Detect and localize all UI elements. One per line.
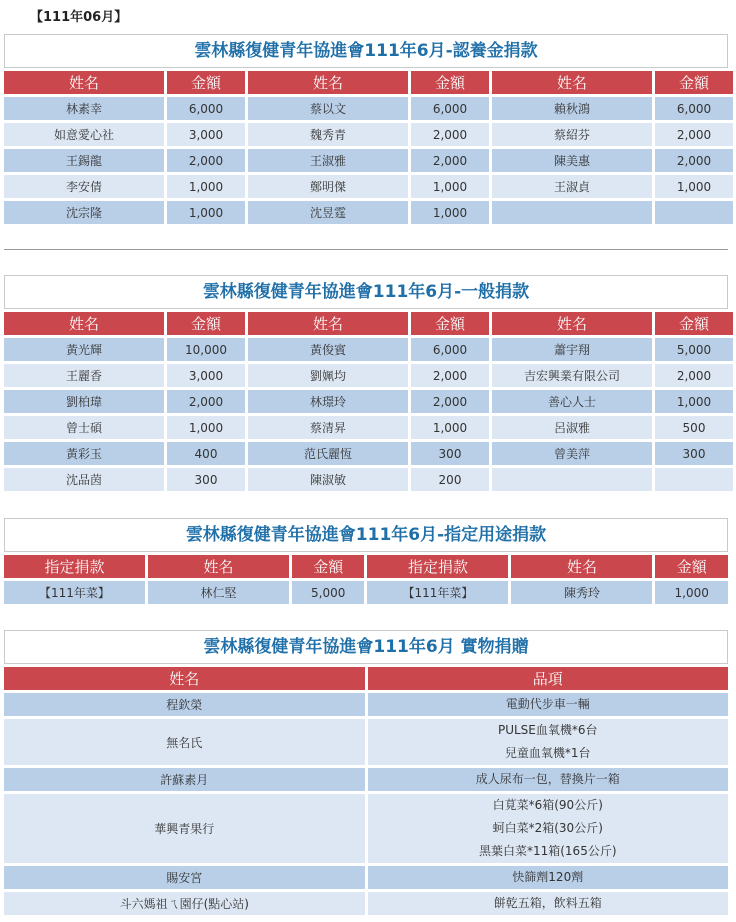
column-header: 金額 [292,555,365,578]
month-label: 【111年06月】 [30,10,128,25]
table-cell: 王淑貞 [492,175,652,198]
table-cell: 王麗香 [4,364,164,387]
table-cell: 吉宏興業有限公司 [492,364,652,387]
table-cell: 1,000 [411,416,489,439]
table-row [4,123,733,146]
table-cell: 6,000 [655,97,733,120]
table-cell: 沈品茵 [4,468,164,491]
donor-name: 許蘇素月 [4,768,365,791]
table-cell: 1,000 [655,581,728,604]
table-cell: 林仁堅 [148,581,289,604]
donated-item: 白莧菜*6箱(90公斤) [492,798,603,812]
table-cell: 300 [655,442,733,465]
donated-items [368,719,729,765]
table-cell: 3,000 [167,123,245,146]
column-header: 姓名 [492,71,652,94]
table-cell: 300 [411,442,489,465]
column-header: 金額 [655,555,728,578]
table-row [4,693,728,716]
table-cell: 5,000 [292,581,365,604]
general-section [4,275,728,494]
table-cell: 陳秀玲 [511,581,652,604]
table-cell: 劉姵均 [248,364,408,387]
table-cell: 魏秀青 [248,123,408,146]
table-row [4,892,728,915]
table-cell: 400 [167,442,245,465]
table-cell: 1,000 [167,201,245,224]
table-row [4,768,728,791]
goods-title: 雲林縣復健青年協進會111年6月 實物捐贈 [4,630,728,664]
column-header: 金額 [167,312,245,335]
table-cell: 范氏麗恆 [248,442,408,465]
column-header: 姓名 [4,312,164,335]
table-cell: 1,000 [411,201,489,224]
column-header: 姓名 [492,312,652,335]
table-row [4,794,728,863]
designated-table [1,552,731,607]
table-row [4,581,728,604]
table-cell: 300 [167,468,245,491]
column-header: 姓名 [4,667,365,690]
column-header: 姓名 [511,555,652,578]
table-cell: 6,000 [167,97,245,120]
donated-items [368,794,729,863]
column-header: 金額 [167,71,245,94]
donated-items [368,768,729,791]
general-table [1,309,736,494]
table-cell: 王淑雅 [248,149,408,172]
table-cell: 黃彩玉 [4,442,164,465]
column-header: 姓名 [4,71,164,94]
column-header: 金額 [411,71,489,94]
table-cell: 1,000 [411,175,489,198]
donor-name: 無名氏 [4,719,365,765]
table-cell: 2,000 [411,390,489,413]
table-cell: 鄭明傑 [248,175,408,198]
table-cell: 3,000 [167,364,245,387]
general-title: 雲林縣復健青年協進會111年6月-一般捐款 [4,275,728,309]
donated-item: 兒童血氧機*1台 [504,746,591,760]
table-row [4,719,728,765]
table-cell: 2,000 [655,149,733,172]
table-cell: 王錫龍 [4,149,164,172]
table-cell: 200 [411,468,489,491]
column-header: 姓名 [248,312,408,335]
donated-items [368,693,729,716]
table-cell: 蔡以文 [248,97,408,120]
table-cell: 林素幸 [4,97,164,120]
goods-table [1,664,731,918]
table-cell: 曾美萍 [492,442,652,465]
table-cell: 蕭宇翔 [492,338,652,361]
table-row [4,866,728,889]
donated-item: 黑葉白菜*11箱(165公斤) [478,844,617,858]
table-cell: 李安倩 [4,175,164,198]
donor-name: 華興青果行 [4,794,365,863]
table-cell [655,201,733,224]
donated-item: 蚵白菜*2箱(30公斤) [492,821,603,835]
table-cell: 賴秋鴻 [492,97,652,120]
sponsor-table [1,68,736,227]
column-header: 金額 [655,71,733,94]
donated-item: 電動代步車一輛 [505,697,590,711]
table-row [4,338,733,361]
table-row [4,390,733,413]
donated-item: 快篩劑120劑 [512,870,584,884]
table-cell: 2,000 [411,123,489,146]
table-cell: 2,000 [167,149,245,172]
table-cell: 沈宗隆 [4,201,164,224]
donated-items [368,892,729,915]
table-row [4,442,733,465]
table-row [4,149,733,172]
designated-section [4,518,728,607]
table-cell [492,468,652,491]
sponsor-section [4,34,728,227]
table-cell: 劉柏瑋 [4,390,164,413]
table-row [4,97,733,120]
donated-items [368,866,729,889]
donor-name: 斗六媽祖ㄟ園仔(點心站) [4,892,365,915]
table-cell: 6,000 [411,338,489,361]
table-cell: 陳美惠 [492,149,652,172]
table-cell: 1,000 [655,175,733,198]
table-cell: 沈昱霆 [248,201,408,224]
table-cell: 2,000 [167,390,245,413]
column-header: 姓名 [248,71,408,94]
donated-item: 餅乾五箱，飲料五箱 [493,896,602,910]
table-cell: 1,000 [167,175,245,198]
table-cell: 呂淑雅 [492,416,652,439]
designated-title: 雲林縣復健青年協進會111年6月-指定用途捐款 [4,518,728,552]
table-cell [492,201,652,224]
table-row [4,201,733,224]
table-row [4,175,733,198]
table-cell: 黃光輝 [4,338,164,361]
table-row [4,364,733,387]
donor-name: 程欽榮 [4,693,365,716]
table-cell: 【111年菜】 [4,581,145,604]
column-header: 金額 [411,312,489,335]
table-cell: 2,000 [655,123,733,146]
donated-item: 成人尿布一包，替換片一箱 [475,772,620,786]
table-cell: 2,000 [411,364,489,387]
table-cell: 500 [655,416,733,439]
table-cell: 10,000 [167,338,245,361]
table-cell: 1,000 [167,416,245,439]
table-row [4,468,733,491]
table-cell: 6,000 [411,97,489,120]
table-cell: 蔡清昇 [248,416,408,439]
table-cell: 2,000 [655,364,733,387]
column-header: 姓名 [148,555,289,578]
table-cell: 5,000 [655,338,733,361]
table-cell: 如意愛心社 [4,123,164,146]
table-cell: 陳淑敏 [248,468,408,491]
goods-section [4,630,728,918]
table-cell: 【111年菜】 [367,581,508,604]
table-cell: 1,000 [655,390,733,413]
table-cell: 曾士碩 [4,416,164,439]
table-cell: 善心人士 [492,390,652,413]
table-cell: 黃俊賓 [248,338,408,361]
donor-name: 賜安宮 [4,866,365,889]
donated-item: PULSE血氧機*6台 [497,723,598,737]
column-header: 指定捐款 [4,555,145,578]
table-cell: 蔡紹芬 [492,123,652,146]
table-cell [655,468,733,491]
table-cell: 2,000 [411,149,489,172]
column-header: 金額 [655,312,733,335]
divider [4,249,728,250]
table-cell: 林璟玲 [248,390,408,413]
column-header: 品項 [368,667,729,690]
table-row [4,416,733,439]
column-header: 指定捐款 [367,555,508,578]
sponsor-title: 雲林縣復健青年協進會111年6月-認養金捐款 [4,34,728,68]
